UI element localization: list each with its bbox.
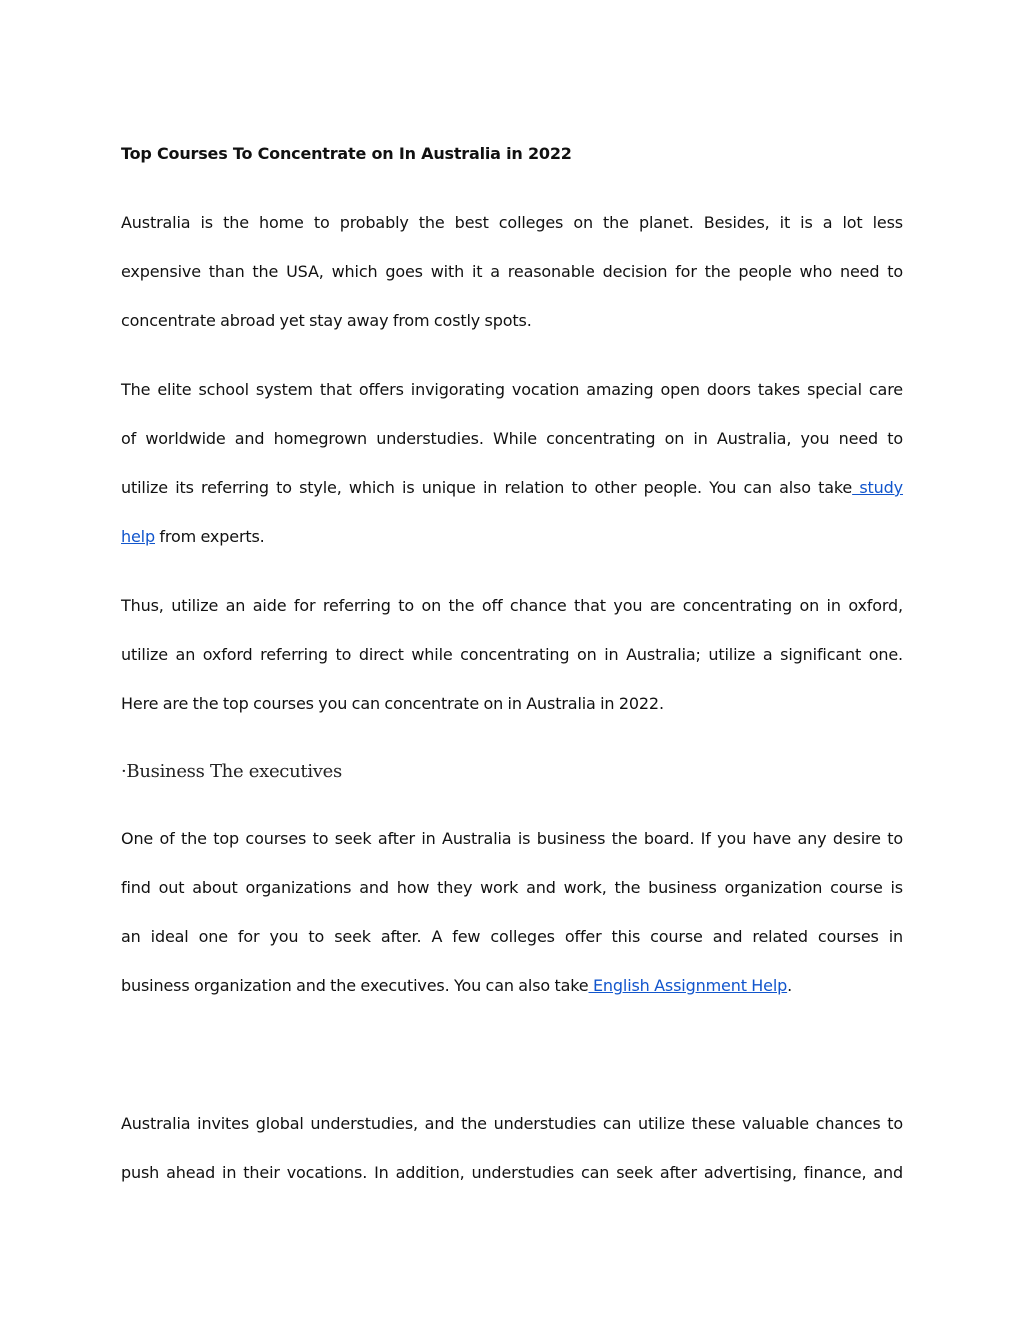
paragraph-text: utilize its referring to style, which is unique in relation to other people. You can also take: [121, 478, 853, 497]
paragraph-line: an ideal one for you to seek after. A few colleges offer this course and related courses in: [121, 927, 903, 946]
study-help-link-continued[interactable]: help: [121, 527, 155, 546]
english-assignment-help-link[interactable]: English Assignment Help: [588, 976, 788, 995]
paragraph-line-with-link: [121, 512, 903, 561]
paragraph-line: find out about organizations and how they work and work, the business organization course is: [121, 878, 903, 897]
paragraph-text: business organization and the executives. You can also take: [121, 976, 589, 995]
paragraph-line: concentrate abroad yet stay away from costly spots.: [121, 311, 532, 330]
paragraph-line-with-link: [121, 463, 903, 512]
study-help-link[interactable]: study: [852, 478, 903, 497]
paragraph-line: of worldwide and homegrown understudies. While concentrating on in Australia, you need to: [121, 429, 903, 448]
paragraph-business: [121, 814, 903, 1010]
paragraph-line: Australia is the home to probably the best colleges on the planet. Besides, it is a lot less: [121, 213, 903, 232]
paragraph-line: Australia invites global understudies, and the understudies can utilize these valuable chances to: [121, 1114, 903, 1133]
paragraph-intro: [121, 198, 903, 345]
document-title: Top Courses To Concentrate on In Australia in 2022: [121, 144, 572, 163]
paragraph-school-system: [121, 365, 903, 561]
paragraph-global-students: [121, 1099, 903, 1197]
paragraph-text: .: [787, 976, 793, 995]
paragraph-line: push ahead in their vocations. In addition, understudies can seek after advertising, finance, and: [121, 1163, 903, 1182]
bullet-heading: ·Business The executives: [121, 761, 342, 782]
paragraph-line: expensive than the USA, which goes with it a reasonable decision for the people who need to: [121, 262, 903, 281]
paragraph-line-with-link: [121, 961, 903, 1010]
paragraph-line: Here are the top courses you can concentrate on in Australia in 2022.: [121, 694, 664, 713]
paragraph-line: utilize an oxford referring to direct while concentrating on in Australia; utilize a significant one.: [121, 645, 903, 664]
paragraph-oxford: [121, 581, 903, 728]
paragraph-line: The elite school system that offers invigorating vocation amazing open doors takes special care: [121, 380, 903, 399]
paragraph-text: from experts.: [155, 527, 265, 546]
paragraph-line: Thus, utilize an aide for referring to on the off chance that you are concentrating on in oxford,: [121, 596, 903, 615]
paragraph-line: One of the top courses to seek after in Australia is business the board. If you have any desire to: [121, 829, 903, 848]
